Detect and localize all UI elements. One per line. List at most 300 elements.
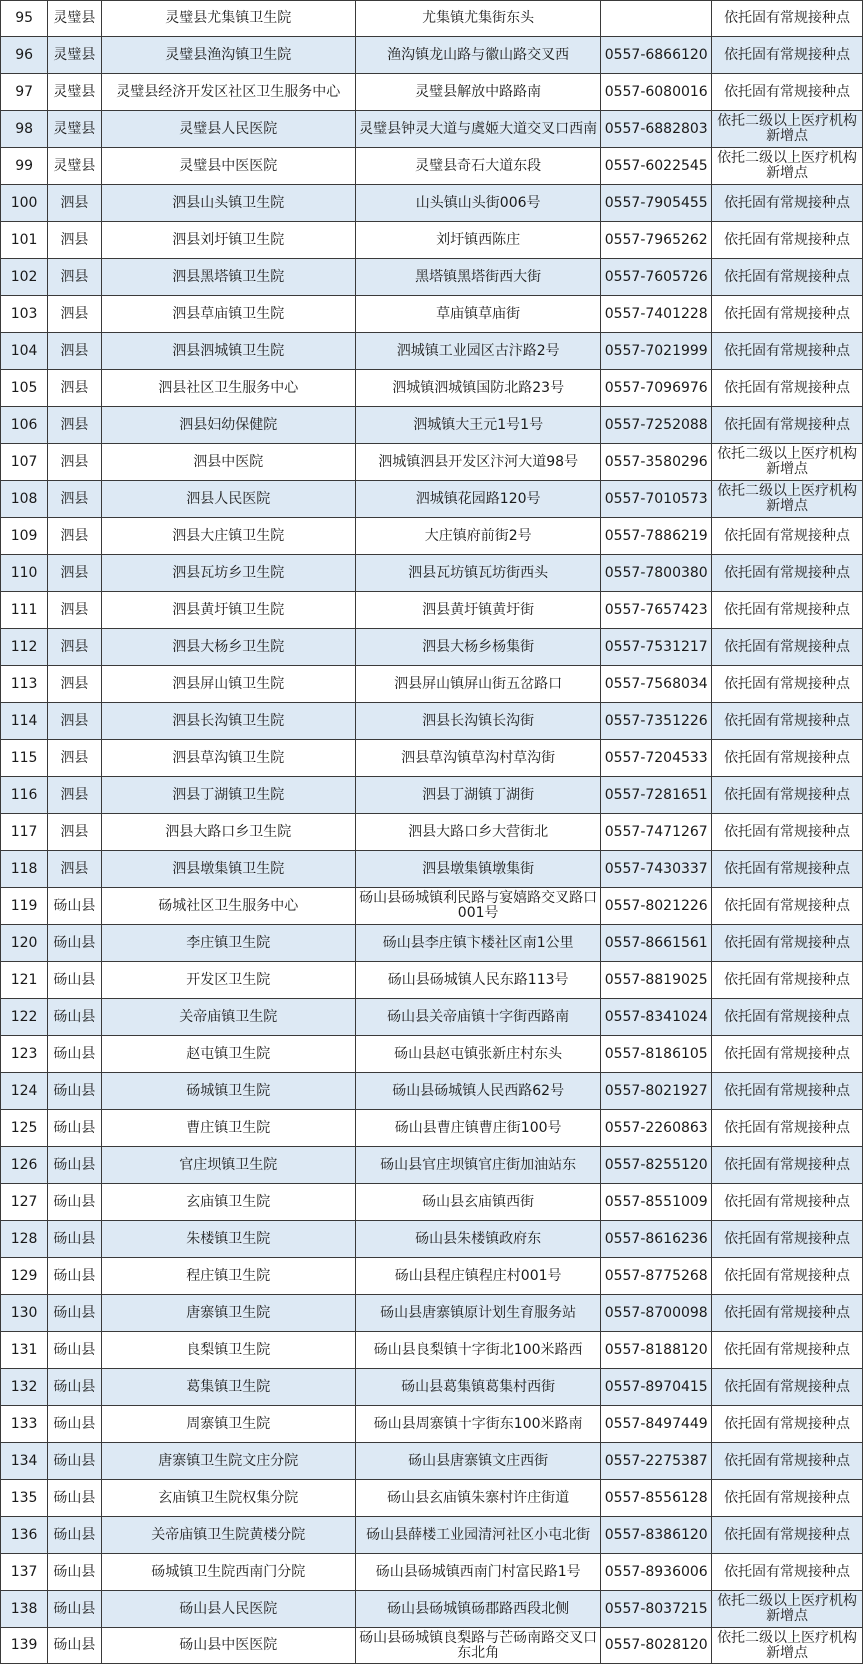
- address-cell: 泗县墩集镇墩集街: [356, 851, 601, 888]
- table-row: [1, 333, 863, 370]
- site-name-cell: 砀山县中医医院: [101, 1628, 355, 1664]
- site-name-cell: 唐寨镇卫生院: [101, 1295, 355, 1332]
- site-type-cell: 依托固有常规接种点: [712, 1258, 863, 1295]
- address-cell: 渔沟镇龙山路与徽山路交叉西: [356, 37, 601, 74]
- county-cell: 砀山县: [48, 1369, 101, 1406]
- site-name-cell: 泗县大庄镇卫生院: [101, 518, 355, 555]
- table-row: [1, 1443, 863, 1480]
- county-cell: 砀山县: [48, 1073, 101, 1110]
- phone-cell: 0557-7351226: [601, 703, 712, 740]
- table-row: [1, 111, 863, 148]
- address-cell: 灵璧县奇石大道东段: [356, 148, 601, 185]
- phone-cell: 0557-7204533: [601, 740, 712, 777]
- site-name-cell: 泗县丁湖镇卫生院: [101, 777, 355, 814]
- table-row: [1, 1480, 863, 1517]
- site-name-cell: 曹庄镇卫生院: [101, 1110, 355, 1147]
- site-type-cell: 依托固有常规接种点: [712, 74, 863, 111]
- table-row: [1, 851, 863, 888]
- site-type-cell: 依托二级以上医疗机构新增点: [712, 481, 863, 518]
- table-row: [1, 777, 863, 814]
- phone-cell: 0557-7605726: [601, 259, 712, 296]
- row-number-cell: 119: [1, 888, 48, 925]
- site-name-cell: 泗县黄圩镇卫生院: [101, 592, 355, 629]
- address-cell: 砀山县砀城镇人民西路62号: [356, 1073, 601, 1110]
- phone-cell: 0557-3580296: [601, 444, 712, 481]
- county-cell: 泗县: [48, 259, 101, 296]
- row-number-cell: 133: [1, 1406, 48, 1443]
- site-type-cell: 依托固有常规接种点: [712, 1, 863, 37]
- address-cell: 泗县丁湖镇丁湖街: [356, 777, 601, 814]
- county-cell: 泗县: [48, 629, 101, 666]
- site-name-cell: 泗县墩集镇卫生院: [101, 851, 355, 888]
- row-number-cell: 115: [1, 740, 48, 777]
- address-cell: 泗县屏山镇屏山街五岔路口: [356, 666, 601, 703]
- row-number-cell: 104: [1, 333, 48, 370]
- site-name-cell: 泗县妇幼保健院: [101, 407, 355, 444]
- phone-cell: 0557-7905455: [601, 185, 712, 222]
- site-type-cell: 依托固有常规接种点: [712, 333, 863, 370]
- address-cell: 砀山县赵屯镇张新庄村东头: [356, 1036, 601, 1073]
- table-row: [1, 148, 863, 185]
- site-type-cell: 依托二级以上医疗机构新增点: [712, 1628, 863, 1664]
- address-cell: 泗城镇泗县开发区汴河大道98号: [356, 444, 601, 481]
- address-cell: 泗县大路口乡大营街北: [356, 814, 601, 851]
- row-number-cell: 105: [1, 370, 48, 407]
- county-cell: 灵璧县: [48, 74, 101, 111]
- address-cell: 砀山县官庄坝镇官庄街加油站东: [356, 1147, 601, 1184]
- phone-cell: 0557-8021226: [601, 888, 712, 925]
- site-type-cell: 依托二级以上医疗机构新增点: [712, 148, 863, 185]
- table-row: [1, 999, 863, 1036]
- county-cell: 灵璧县: [48, 111, 101, 148]
- row-number-cell: 128: [1, 1221, 48, 1258]
- address-cell: 砀山县薛楼工业园清河社区小屯北街: [356, 1517, 601, 1554]
- phone-cell: 0557-8497449: [601, 1406, 712, 1443]
- site-name-cell: 灵璧县渔沟镇卫生院: [101, 37, 355, 74]
- site-type-cell: 依托固有常规接种点: [712, 851, 863, 888]
- table-row: [1, 1295, 863, 1332]
- phone-cell: 0557-8255120: [601, 1147, 712, 1184]
- row-number-cell: 120: [1, 925, 48, 962]
- table-row: [1, 222, 863, 259]
- phone-cell: 0557-7471267: [601, 814, 712, 851]
- address-cell: 砀山县砀城镇良梨路与芒砀南路交叉口东北角: [356, 1628, 601, 1664]
- row-number-cell: 106: [1, 407, 48, 444]
- county-cell: 砀山县: [48, 1517, 101, 1554]
- address-cell: 砀山县玄庙镇西街: [356, 1184, 601, 1221]
- phone-cell: 0557-7430337: [601, 851, 712, 888]
- address-cell: 砀山县唐寨镇原计划生育服务站: [356, 1295, 601, 1332]
- site-name-cell: 泗县人民医院: [101, 481, 355, 518]
- site-name-cell: 关帝庙镇卫生院黄楼分院: [101, 1517, 355, 1554]
- table-row: [1, 1184, 863, 1221]
- county-cell: 泗县: [48, 518, 101, 555]
- row-number-cell: 110: [1, 555, 48, 592]
- site-type-cell: 依托固有常规接种点: [712, 1554, 863, 1591]
- phone-cell: 0557-8386120: [601, 1517, 712, 1554]
- address-cell: 砀山县砀城镇人民东路113号: [356, 962, 601, 999]
- address-cell: 砀山县良梨镇十字街北100米路西: [356, 1332, 601, 1369]
- site-type-cell: 依托固有常规接种点: [712, 1406, 863, 1443]
- site-type-cell: 依托固有常规接种点: [712, 1110, 863, 1147]
- address-cell: 砀山县砀城镇西南门村富民路1号: [356, 1554, 601, 1591]
- site-name-cell: 开发区卫生院: [101, 962, 355, 999]
- site-name-cell: 周寨镇卫生院: [101, 1406, 355, 1443]
- site-name-cell: 官庄坝镇卫生院: [101, 1147, 355, 1184]
- site-type-cell: 依托固有常规接种点: [712, 1369, 863, 1406]
- site-type-cell: 依托固有常规接种点: [712, 555, 863, 592]
- table-row: [1, 407, 863, 444]
- table-row: [1, 1369, 863, 1406]
- table-row: [1, 629, 863, 666]
- site-name-cell: 泗县大杨乡卫生院: [101, 629, 355, 666]
- site-type-cell: 依托固有常规接种点: [712, 962, 863, 999]
- row-number-cell: 117: [1, 814, 48, 851]
- phone-cell: 0557-7401228: [601, 296, 712, 333]
- site-name-cell: 朱楼镇卫生院: [101, 1221, 355, 1258]
- row-number-cell: 97: [1, 74, 48, 111]
- county-cell: 泗县: [48, 555, 101, 592]
- table-row: [1, 370, 863, 407]
- table-row: [1, 37, 863, 74]
- site-type-cell: 依托固有常规接种点: [712, 629, 863, 666]
- phone-cell: 0557-8775268: [601, 1258, 712, 1295]
- site-name-cell: 玄庙镇卫生院权集分院: [101, 1480, 355, 1517]
- site-name-cell: 赵屯镇卫生院: [101, 1036, 355, 1073]
- phone-cell: 0557-8188120: [601, 1332, 712, 1369]
- table-row: [1, 185, 863, 222]
- address-cell: 砀山县砀城镇利民路与宴嬉路交叉路口001号: [356, 888, 601, 925]
- row-number-cell: 95: [1, 1, 48, 37]
- table-row: [1, 1628, 863, 1664]
- address-cell: 泗县长沟镇长沟街: [356, 703, 601, 740]
- county-cell: 泗县: [48, 444, 101, 481]
- table-row: [1, 296, 863, 333]
- address-cell: 砀山县砀城镇砀郡路西段北侧: [356, 1591, 601, 1628]
- site-type-cell: 依托固有常规接种点: [712, 740, 863, 777]
- site-name-cell: 唐寨镇卫生院文庄分院: [101, 1443, 355, 1480]
- county-cell: 砀山县: [48, 962, 101, 999]
- address-cell: 砀山县唐寨镇文庄西街: [356, 1443, 601, 1480]
- site-name-cell: 灵璧县经济开发区社区卫生服务中心: [101, 74, 355, 111]
- row-number-cell: 136: [1, 1517, 48, 1554]
- table-row: [1, 1221, 863, 1258]
- address-cell: 砀山县程庄镇程庄村001号: [356, 1258, 601, 1295]
- address-cell: 灵璧县解放中路路南: [356, 74, 601, 111]
- site-type-cell: 依托固有常规接种点: [712, 592, 863, 629]
- site-type-cell: 依托固有常规接种点: [712, 370, 863, 407]
- table-body: [1, 1, 863, 1664]
- phone-cell: 0557-8021927: [601, 1073, 712, 1110]
- site-type-cell: 依托固有常规接种点: [712, 1147, 863, 1184]
- county-cell: 砀山县: [48, 1184, 101, 1221]
- county-cell: 砀山县: [48, 1258, 101, 1295]
- row-number-cell: 114: [1, 703, 48, 740]
- address-cell: 砀山县周寨镇十字街东100米路南: [356, 1406, 601, 1443]
- phone-cell: 0557-6866120: [601, 37, 712, 74]
- county-cell: 砀山县: [48, 1332, 101, 1369]
- county-cell: 灵璧县: [48, 37, 101, 74]
- site-name-cell: 泗县山头镇卫生院: [101, 185, 355, 222]
- address-cell: 黑塔镇黑塔街西大街: [356, 259, 601, 296]
- phone-cell: 0557-7800380: [601, 555, 712, 592]
- row-number-cell: 138: [1, 1591, 48, 1628]
- table-row: [1, 518, 863, 555]
- row-number-cell: 124: [1, 1073, 48, 1110]
- address-cell: 草庙镇草庙街: [356, 296, 601, 333]
- site-type-cell: 依托固有常规接种点: [712, 1480, 863, 1517]
- row-number-cell: 108: [1, 481, 48, 518]
- table-row: [1, 666, 863, 703]
- site-name-cell: 泗县中医院: [101, 444, 355, 481]
- table-row: [1, 1147, 863, 1184]
- address-cell: 砀山县玄庙镇朱寨村许庄街道: [356, 1480, 601, 1517]
- phone-cell: 0557-2260863: [601, 1110, 712, 1147]
- site-name-cell: 良梨镇卫生院: [101, 1332, 355, 1369]
- phone-cell: 0557-8037215: [601, 1591, 712, 1628]
- address-cell: 砀山县曹庄镇曹庄街100号: [356, 1110, 601, 1147]
- address-cell: 尤集镇尤集街东头: [356, 1, 601, 37]
- site-type-cell: 依托固有常规接种点: [712, 1184, 863, 1221]
- site-type-cell: 依托固有常规接种点: [712, 1443, 863, 1480]
- row-number-cell: 127: [1, 1184, 48, 1221]
- county-cell: 泗县: [48, 333, 101, 370]
- row-number-cell: 103: [1, 296, 48, 333]
- address-cell: 砀山县关帝庙镇十字街西路南: [356, 999, 601, 1036]
- phone-cell: 0557-2275387: [601, 1443, 712, 1480]
- site-name-cell: 葛集镇卫生院: [101, 1369, 355, 1406]
- county-cell: 砀山县: [48, 888, 101, 925]
- table-row: [1, 1, 863, 37]
- row-number-cell: 135: [1, 1480, 48, 1517]
- county-cell: 泗县: [48, 740, 101, 777]
- site-type-cell: 依托二级以上医疗机构新增点: [712, 444, 863, 481]
- row-number-cell: 99: [1, 148, 48, 185]
- site-name-cell: 灵璧县人民医院: [101, 111, 355, 148]
- site-name-cell: 泗县黑塔镇卫生院: [101, 259, 355, 296]
- phone-cell: 0557-7010573: [601, 481, 712, 518]
- site-type-cell: 依托固有常规接种点: [712, 518, 863, 555]
- row-number-cell: 130: [1, 1295, 48, 1332]
- county-cell: 灵璧县: [48, 1, 101, 37]
- row-number-cell: 96: [1, 37, 48, 74]
- row-number-cell: 100: [1, 185, 48, 222]
- address-cell: 泗县黄圩镇黄圩街: [356, 592, 601, 629]
- phone-cell: 0557-8970415: [601, 1369, 712, 1406]
- county-cell: 泗县: [48, 592, 101, 629]
- table-row: [1, 1406, 863, 1443]
- site-name-cell: 泗县社区卫生服务中心: [101, 370, 355, 407]
- phone-cell: 0557-7531217: [601, 629, 712, 666]
- county-cell: 砀山县: [48, 1406, 101, 1443]
- phone-cell: 0557-7568034: [601, 666, 712, 703]
- table-row: [1, 259, 863, 296]
- site-type-cell: 依托固有常规接种点: [712, 407, 863, 444]
- site-type-cell: 依托固有常规接种点: [712, 185, 863, 222]
- site-name-cell: 泗县泗城镇卫生院: [101, 333, 355, 370]
- county-cell: 泗县: [48, 777, 101, 814]
- site-name-cell: 泗县长沟镇卫生院: [101, 703, 355, 740]
- county-cell: 砀山县: [48, 1591, 101, 1628]
- phone-cell: 0557-8028120: [601, 1628, 712, 1664]
- site-name-cell: 玄庙镇卫生院: [101, 1184, 355, 1221]
- site-type-cell: 依托二级以上医疗机构新增点: [712, 111, 863, 148]
- table-row: [1, 555, 863, 592]
- site-type-cell: 依托固有常规接种点: [712, 703, 863, 740]
- address-cell: 泗城镇泗城镇国防北路23号: [356, 370, 601, 407]
- site-name-cell: 泗县大路口乡卫生院: [101, 814, 355, 851]
- address-cell: 泗县大杨乡杨集街: [356, 629, 601, 666]
- table-row: [1, 481, 863, 518]
- address-cell: 砀山县朱楼镇政府东: [356, 1221, 601, 1258]
- address-cell: 山头镇山头街006号: [356, 185, 601, 222]
- county-cell: 砀山县: [48, 1110, 101, 1147]
- site-type-cell: 依托固有常规接种点: [712, 1295, 863, 1332]
- county-cell: 砀山县: [48, 1628, 101, 1664]
- row-number-cell: 132: [1, 1369, 48, 1406]
- phone-cell: 0557-7657423: [601, 592, 712, 629]
- site-type-cell: 依托固有常规接种点: [712, 1332, 863, 1369]
- row-number-cell: 113: [1, 666, 48, 703]
- county-cell: 泗县: [48, 222, 101, 259]
- phone-cell: 0557-8551009: [601, 1184, 712, 1221]
- site-type-cell: 依托固有常规接种点: [712, 999, 863, 1036]
- phone-cell: 0557-7252088: [601, 407, 712, 444]
- phone-cell: 0557-8700098: [601, 1295, 712, 1332]
- phone-cell: 0557-8661561: [601, 925, 712, 962]
- row-number-cell: 118: [1, 851, 48, 888]
- table-row: [1, 1258, 863, 1295]
- table-row: [1, 814, 863, 851]
- site-type-cell: 依托固有常规接种点: [712, 1517, 863, 1554]
- row-number-cell: 123: [1, 1036, 48, 1073]
- site-type-cell: 依托固有常规接种点: [712, 814, 863, 851]
- row-number-cell: 125: [1, 1110, 48, 1147]
- phone-cell: 0557-8341024: [601, 999, 712, 1036]
- table-row: [1, 1591, 863, 1628]
- table-row: [1, 592, 863, 629]
- address-cell: 灵璧县钟灵大道与虞姬大道交叉口西南: [356, 111, 601, 148]
- site-name-cell: 泗县屏山镇卫生院: [101, 666, 355, 703]
- row-number-cell: 139: [1, 1628, 48, 1664]
- phone-cell: 0557-6882803: [601, 111, 712, 148]
- row-number-cell: 129: [1, 1258, 48, 1295]
- row-number-cell: 131: [1, 1332, 48, 1369]
- site-name-cell: 泗县草庙镇卫生院: [101, 296, 355, 333]
- table-row: [1, 1517, 863, 1554]
- row-number-cell: 111: [1, 592, 48, 629]
- row-number-cell: 102: [1, 259, 48, 296]
- county-cell: 泗县: [48, 666, 101, 703]
- phone-cell: 0557-8616236: [601, 1221, 712, 1258]
- site-name-cell: 关帝庙镇卫生院: [101, 999, 355, 1036]
- site-name-cell: 灵璧县尤集镇卫生院: [101, 1, 355, 37]
- table-row: [1, 1110, 863, 1147]
- address-cell: 砀山县李庄镇卞楼社区南1公里: [356, 925, 601, 962]
- site-name-cell: 砀城社区卫生服务中心: [101, 888, 355, 925]
- table-row: [1, 888, 863, 925]
- site-type-cell: 依托固有常规接种点: [712, 925, 863, 962]
- site-name-cell: 泗县刘圩镇卫生院: [101, 222, 355, 259]
- site-type-cell: 依托固有常规接种点: [712, 37, 863, 74]
- phone-cell: 0557-8819025: [601, 962, 712, 999]
- site-name-cell: 砀城镇卫生院: [101, 1073, 355, 1110]
- table-row: [1, 444, 863, 481]
- phone-cell: 0557-7281651: [601, 777, 712, 814]
- site-name-cell: 砀城镇卫生院西南门分院: [101, 1554, 355, 1591]
- row-number-cell: 98: [1, 111, 48, 148]
- site-type-cell: 依托固有常规接种点: [712, 777, 863, 814]
- table-row: [1, 703, 863, 740]
- county-cell: 泗县: [48, 703, 101, 740]
- site-name-cell: 程庄镇卫生院: [101, 1258, 355, 1295]
- row-number-cell: 116: [1, 777, 48, 814]
- phone-cell: 0557-8556128: [601, 1480, 712, 1517]
- site-name-cell: 泗县瓦坊乡卫生院: [101, 555, 355, 592]
- phone-cell: 0557-8186105: [601, 1036, 712, 1073]
- address-cell: 刘圩镇西陈庄: [356, 222, 601, 259]
- site-type-cell: 依托固有常规接种点: [712, 259, 863, 296]
- phone-cell: 0557-8936006: [601, 1554, 712, 1591]
- address-cell: 泗城镇花园路120号: [356, 481, 601, 518]
- county-cell: 砀山县: [48, 1443, 101, 1480]
- county-cell: 砀山县: [48, 1147, 101, 1184]
- row-number-cell: 121: [1, 962, 48, 999]
- phone-cell: 0557-7886219: [601, 518, 712, 555]
- table-row: [1, 74, 863, 111]
- county-cell: 泗县: [48, 407, 101, 444]
- table-row: [1, 1036, 863, 1073]
- county-cell: 砀山县: [48, 1554, 101, 1591]
- address-cell: 砀山县葛集镇葛集村西街: [356, 1369, 601, 1406]
- county-cell: 砀山县: [48, 1295, 101, 1332]
- phone-cell: 0557-6022545: [601, 148, 712, 185]
- site-type-cell: 依托固有常规接种点: [712, 296, 863, 333]
- site-type-cell: 依托固有常规接种点: [712, 1221, 863, 1258]
- site-type-cell: 依托固有常规接种点: [712, 1073, 863, 1110]
- table-row: [1, 1073, 863, 1110]
- county-cell: 泗县: [48, 370, 101, 407]
- site-name-cell: 李庄镇卫生院: [101, 925, 355, 962]
- row-number-cell: 109: [1, 518, 48, 555]
- table-row: [1, 1554, 863, 1591]
- phone-cell: 0557-7096976: [601, 370, 712, 407]
- phone-cell: 0557-6080016: [601, 74, 712, 111]
- county-cell: 砀山县: [48, 1221, 101, 1258]
- row-number-cell: 101: [1, 222, 48, 259]
- county-cell: 砀山县: [48, 925, 101, 962]
- row-number-cell: 122: [1, 999, 48, 1036]
- county-cell: 砀山县: [48, 1480, 101, 1517]
- site-type-cell: 依托固有常规接种点: [712, 666, 863, 703]
- table-row: [1, 740, 863, 777]
- table-row: [1, 925, 863, 962]
- row-number-cell: 126: [1, 1147, 48, 1184]
- row-number-cell: 137: [1, 1554, 48, 1591]
- county-cell: 泗县: [48, 481, 101, 518]
- row-number-cell: 112: [1, 629, 48, 666]
- site-name-cell: 泗县草沟镇卫生院: [101, 740, 355, 777]
- address-cell: 泗县瓦坊镇瓦坊街西头: [356, 555, 601, 592]
- county-cell: 砀山县: [48, 999, 101, 1036]
- address-cell: 泗县草沟镇草沟村草沟街: [356, 740, 601, 777]
- phone-cell: 0557-7965262: [601, 222, 712, 259]
- row-number-cell: 107: [1, 444, 48, 481]
- site-name-cell: 砀山县人民医院: [101, 1591, 355, 1628]
- address-cell: 大庄镇府前街2号: [356, 518, 601, 555]
- site-type-cell: 依托固有常规接种点: [712, 222, 863, 259]
- address-cell: 泗城镇工业园区古汴路2号: [356, 333, 601, 370]
